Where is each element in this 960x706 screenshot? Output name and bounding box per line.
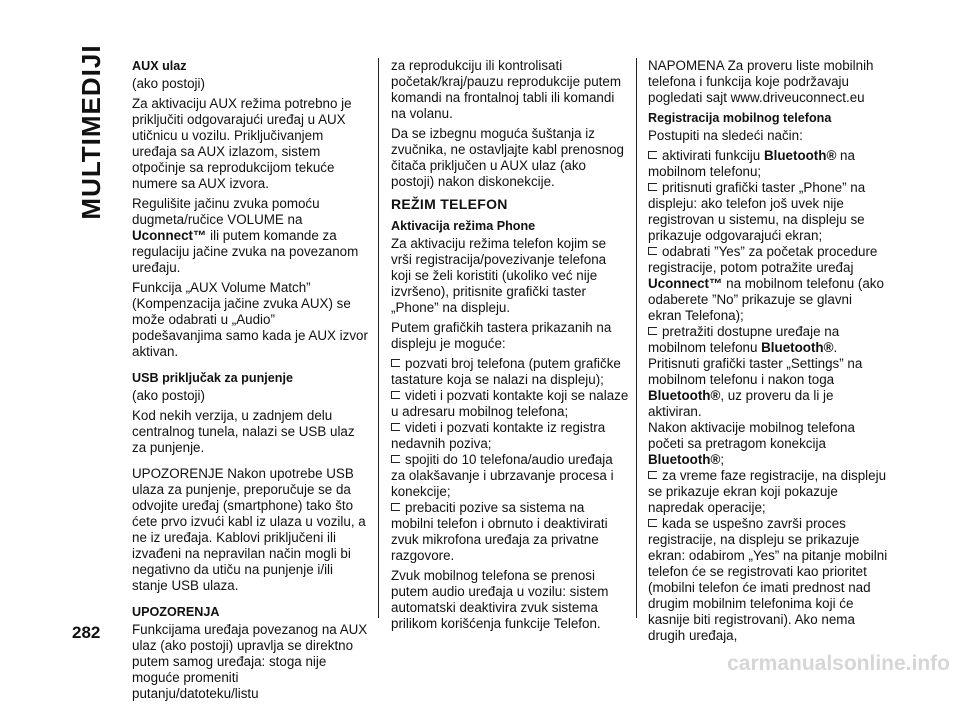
bullet-icon xyxy=(648,327,657,335)
page-number: 282 xyxy=(72,623,101,642)
column-divider-2 xyxy=(636,58,637,618)
phone-activation-paragraph: Za aktivaciju režima telefon kojim se vrši registracija/povezivanje telefona koji se želi koristiti (ukoliko već nije izvršeno), pritisnite grafički taster „Phone” na displeju. xyxy=(391,236,607,315)
column-3 xyxy=(648,58,888,644)
phone-audio-paragraph: Zvuk mobilnog telefona se prenosi putem audio uređaja u vozilu: sistem automatski deaktivira zvuk sistema prilikom korišćenja funkcije Telefon. xyxy=(391,568,609,631)
bullet-icon xyxy=(648,247,657,255)
note-paragraph: NAPOMENA Za proveru liste mobilnih telefona i funkcija koje podržavaju pogledati sajt www.driveuconnect.eu xyxy=(648,58,874,105)
usb-paragraph: Kod nekih verzija, u zadnjem delu centralnog tunela, nalazi se USB ulaz za punjenje. xyxy=(132,408,355,455)
list-item: prebaciti pozive sa sistema na mobilni telefon i obrnuto i deaktivirati zvuk mikrofona uređaja za privatne razgovore. xyxy=(391,500,608,563)
aux-heading: AUX ulaz xyxy=(132,59,187,73)
bullet-icon xyxy=(648,183,657,191)
aux-optional: (ako postoji) xyxy=(132,76,205,91)
phone-mode-heading: REŽIM TELEFON xyxy=(391,196,508,212)
registration-heading: Registracija mobilnog telefona xyxy=(648,111,832,125)
list-item: pritisnuti grafički taster „Phone” na displeju: ako telefon još uvek nije registrovan u sistemu, na displeju se prikazuje odgovarajući ekran; xyxy=(648,180,866,243)
usb-warning: UPOZORENJE Nakon upotrebe USB ulaza za punjenje, preporučuje se da odvojite uređaj (smartphone) tako što ćete prvo izvući kabl iz ulaza u vozilu, a ne iz uređaja. Kablovi priključeni ili izvađeni na nepravilan način mogli bi negativno da utiču na punjenje i/ili stanje USB ulaza. xyxy=(132,466,366,593)
list-item: spojiti do 10 telefona/audio uređaja za olakšavanje i ubrzavanje procesa i konekcije; xyxy=(391,452,614,499)
watermark: carmanualsonline.info xyxy=(727,652,950,675)
list-item: pozvati broj telefona (putem grafičke tastature koja se nalazi na displeju); xyxy=(391,356,621,387)
list-item: pretražiti dostupne uređaje na mobilnom telefonu Bluetooth®. Pritisnuti grafički taster „Settings” na mobilnom telefonu i nakon toga Bluetooth®, uz proveru da li je aktiviran. Nakon aktivacije mobilnog telefona početi sa pretragom konekcija Bluetooth®; xyxy=(648,324,863,467)
aux-paragraph: Za aktivaciju AUX režima potrebno je priključiti odgovarajući uređaj u AUX utičnicu u vozilu. Priključivanjem uređaja sa AUX izlazom, sistem otpočinje sa reprodukcijom tekuće numere sa AUX izvora. xyxy=(132,96,352,191)
bullet-icon xyxy=(391,503,400,511)
phone-options-list xyxy=(391,356,629,564)
section-title-text: MULTIMEDIJI xyxy=(76,44,106,220)
list-item: za vreme faze registracije, na displeju se prikazuje ekran koji pokazuje napredak operacije; xyxy=(648,468,887,515)
aux-volume-text-c: ili putem komande za regulaciju jačine zvuka na povezanom uređaju. xyxy=(132,228,359,275)
usb-heading: USB priključak za punjenje xyxy=(132,371,293,385)
bullet-icon xyxy=(648,471,657,479)
list-item: aktivirati funkciju Bluetooth® na mobilnom telefonu; xyxy=(648,148,855,179)
noise-paragraph: Da se izbegnu moguća šuštanja iz zvučnika, ne ostavljajte kabl prenosnog čitača priključen u AUX ulaz (ako postoji) nakon diskonekcije. xyxy=(391,126,624,189)
usb-optional: (ako postoji) xyxy=(132,388,205,403)
list-item: odabrati ”Yes” za početak procedure registracije, potom potražite uređaj Uconnect™ na mobilnom telefonu (ako odaberete ”No” prikazuje se glavni ekran Telefona); xyxy=(648,244,884,323)
warnings-paragraph: Funkcijama uređaja povezanog na AUX ulaz (ako postoji) upravlja se direktno putem samog uređaja: stoga nije moguće promeniti putanju/datoteku/listu xyxy=(132,622,368,701)
bullet-icon xyxy=(648,519,657,527)
list-item: videti i pozvati kontakte iz registra nedavnih poziva; xyxy=(391,420,606,451)
section-title xyxy=(71,44,111,220)
bullet-icon xyxy=(391,391,400,399)
uconnect-label: Uconnect™ xyxy=(132,228,207,243)
column-1 xyxy=(132,58,368,706)
bullet-icon xyxy=(391,423,400,431)
aux-volume-text-a: Regulišite jačinu zvuka pomoću dugmeta/ručice VOLUME na xyxy=(132,196,320,227)
aux-volume-paragraph xyxy=(132,196,368,276)
continued-paragraph: za reprodukciju ili kontrolisati početak/kraj/pauzu reprodukcije putem komandi na frontalnoj tabli ili komandi na volanu. xyxy=(391,58,622,121)
list-item: kada se uspešno završi proces registracije, na displeju se prikazuje ekran: odabirom „Yes” na pitanje mobilni telefon će se registrovati kao prioritet (mobilni telefon će imati prednost nad drugim mobilnim telefonima koji će kasnije biti registrovani). Ako nema drugih uređaja, xyxy=(648,516,888,643)
column-divider-1 xyxy=(378,58,379,618)
bullet-icon xyxy=(391,455,400,463)
phone-options-intro: Putem grafičkih tastera prikazanih na displeju je moguće: xyxy=(391,320,612,351)
list-item: videti i pozvati kontakte koji se nalaze u adresaru mobilnog telefona; xyxy=(391,388,629,419)
phone-activation-heading: Aktivacija režima Phone xyxy=(391,219,536,233)
registration-intro: Postupiti na sledeći način: xyxy=(648,128,803,143)
bullet-icon xyxy=(391,359,400,367)
column-2 xyxy=(391,58,629,636)
bullet-icon xyxy=(648,151,657,159)
aux-volume-match-paragraph: Funkcija „AUX Volume Match” (Kompenzacija jačine zvuka AUX) se može odabrati u „Audio” podešavanjima samo kada je AUX izvor aktivan. xyxy=(132,280,368,359)
warnings-heading: UPOZORENJA xyxy=(132,605,220,619)
